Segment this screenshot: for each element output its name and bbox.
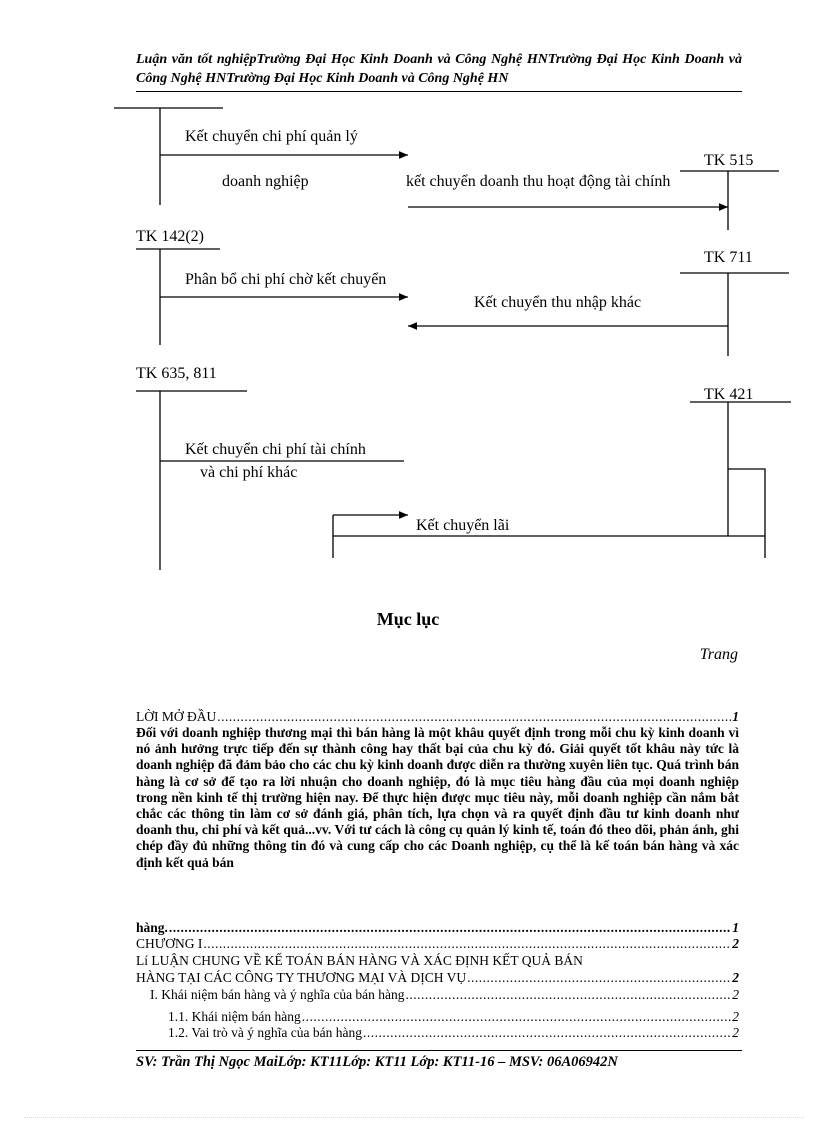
toc-entry-text: hàng. [136, 920, 168, 935]
toc-entry-section-1-2[interactable] [168, 1025, 739, 1041]
label-tk711: TK 711 [704, 249, 753, 266]
toc-entry-page: 1 [732, 920, 739, 935]
label-ketchuyen-cp-ql: Kết chuyển chi phí quản lý [185, 128, 358, 145]
label-phan-bo: Phân bổ chi phí chờ kết chuyển [185, 271, 387, 288]
toc-trang-label: Trang [699, 646, 738, 663]
toc-title: Mục lục [376, 609, 440, 629]
toc-entry-text: Lí LUẬN CHUNG VỀ KẾ TOÁN BÁN HÀNG VÀ XÁC ĐỊNH KẾT QUẢ BÁN [136, 953, 583, 968]
toc-entry-page: 2 [732, 1009, 739, 1024]
page-separator [24, 1117, 804, 1118]
toc-entry-loi-mo-dau[interactable] [136, 709, 739, 725]
toc-entry-text: 1.1. Khái niệm bán hàng [168, 1009, 301, 1024]
label-tk635: TK 635, 811 [136, 365, 217, 382]
toc-entry-text: I. Khái niệm bán hàng và ý nghĩa của bán hàng [150, 987, 405, 1002]
toc-entry-text: HÀNG TẠI CÁC CÔNG TY THƯƠNG MẠI VÀ DỊCH VỤ [136, 970, 467, 985]
label-kc-thu-nhap: Kết chuyển thu nhập khác [474, 294, 642, 311]
toc-entry-section-1-1[interactable] [168, 1009, 739, 1025]
label-doanh-nghiep: doanh nghiệp [222, 173, 309, 190]
toc-entry-section-1[interactable] [150, 987, 739, 1003]
intro-paragraph: Đối với doanh nghiệp thương mại thì bán hàng là một khâu quyết định trong mỗi chu kỳ kinh doanh vì nó ảnh hưởng trực tiếp đến sự thành công hay thất bại của chu kỳ đó. Giải quyết tốt khâu này tức là doanh nghiệp đã đảm bảo cho các chu kỳ kinh doanh được diễn ra thường xuyên liên tục. Quá trình bán hàng là cơ sở để tạo ra lời nhuận cho doanh nghiệp, đó là mục tiêu hàng đầu của mọi doanh nghiệp trong nền kinh tế thị trường hiện nay. Để thực hiện được mục tiêu này, mỗi doanh nghiệp cần nắm bắt chắc các thông tin làm cơ sở đánh giá, phân tích, lựa chọn và ra quyết định đầu tư kinh doanh như doanh thu, chi phí và kết quả...vv. Với tư cách là công cụ quản lý kinh tế, toán đó theo dõi, phản ánh, ghi chép đầy đủ những thông tin đó và cung cấp cho các Doanh nghiệp, cụ thể là kế toán bán hàng và xác định kết quả bán [136, 725, 739, 870]
toc-entry-page: 1 [732, 709, 739, 724]
toc-entry-chuong-1[interactable] [136, 936, 739, 952]
toc-entry-li-luan-line1[interactable] [136, 953, 739, 969]
toc-entry-li-luan-line2[interactable] [136, 970, 739, 986]
label-tk515: TK 515 [704, 152, 754, 169]
label-tk142: TK 142(2) [136, 228, 204, 245]
tk421-box [728, 469, 765, 558]
label-kc-dt-tc: kết chuyển doanh thu hoạt động tài chính [406, 173, 671, 190]
page-header: Luận văn tốt nghiệpTrường Đại Học Kinh Doanh và Công Nghệ HNTrường Đại Học Kinh Doanh và Công Nghệ HNTrường Đại Học Kinh Doanh và Công Nghệ HN [136, 52, 742, 86]
toc-entry-page: 2 [732, 936, 739, 951]
toc-entry-text: 1.2. Vai trò và ý nghĩa của bán hàng [168, 1025, 362, 1040]
toc-entry-page: 2 [732, 987, 739, 1002]
toc-entry-text: CHƯƠNG I [136, 936, 203, 951]
label-tk421: TK 421 [704, 386, 754, 403]
label-kc-lai: Kết chuyển lãi [416, 517, 510, 534]
page-footer: SV: Trần Thị Ngọc MaiLớp: KT11Lớp: KT11 Lớp: KT11-16 – MSV: 06A06942N [136, 1054, 618, 1070]
toc-entry-page: 2 [732, 1025, 739, 1040]
footer-rule [136, 1050, 742, 1051]
toc-entry-intro-last[interactable] [136, 920, 739, 936]
toc-entry-page: 2 [732, 970, 739, 985]
label-kc-cp-tc: Kết chuyển chi phí tài chính [185, 441, 366, 458]
toc-entry-text: LỜI MỞ ĐẦU [136, 709, 217, 724]
label-va-cp-khac: và chi phí khác [200, 464, 298, 481]
